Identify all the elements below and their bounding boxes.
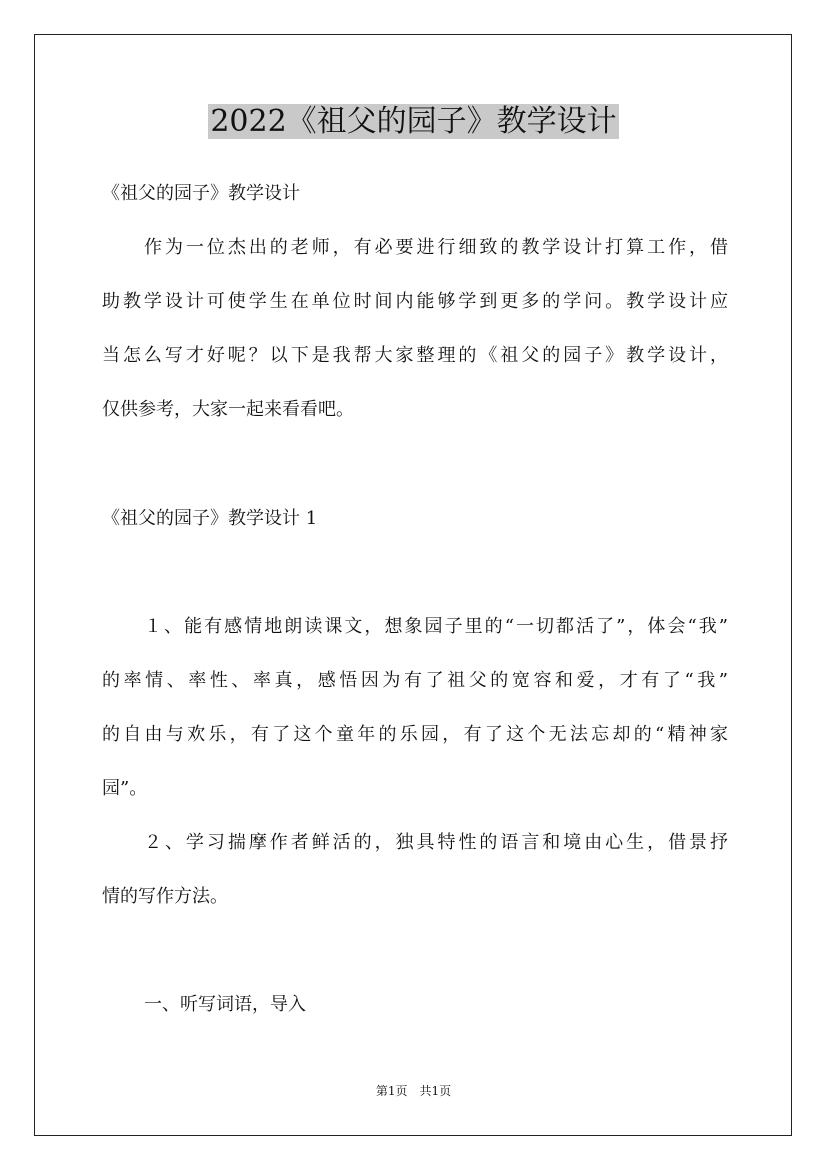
page-footer: 第1页 共1页 <box>375 1084 452 1098</box>
goal-line: 的自由与欢乐，有了这个童年的乐园，有了这个无法忘却的“精神家 <box>102 724 728 745</box>
intro-line: 助教学设计可使学生在单位时间内能够学到更多的学问。教学设计应 <box>102 291 728 312</box>
intro-line: 当怎么写才好呢？以下是我帮大家整理的《祖父的园子》教学设计， <box>102 345 728 366</box>
step-heading: 一、听写词语，导入 <box>144 994 306 1015</box>
goal-line: 情的写作方法。 <box>102 886 228 907</box>
goal-line: １、能有感情地朗读课文，想象园子里的“一切都活了”，体会“我” <box>144 616 728 637</box>
document-title: 2022《祖父的园子》教学设计 <box>210 104 617 139</box>
goal-line: 的率情、率性、率真，感悟因为有了祖父的宽容和爱，才有了“我” <box>102 670 728 691</box>
intro-line: 作为一位杰出的老师，有必要进行细致的教学设计打算工作，借 <box>144 237 728 258</box>
goal-line: 园”。 <box>102 778 148 799</box>
intro-line: 仅供参考，大家一起来看看吧。 <box>102 399 354 420</box>
section-heading: 《祖父的园子》教学设计 1 <box>102 508 318 529</box>
goal-line: ２、学习揣摩作者鲜活的，独具特性的语言和境由心生，借景抒 <box>144 832 728 853</box>
document-subtitle: 《祖父的园子》教学设计 <box>102 183 300 204</box>
